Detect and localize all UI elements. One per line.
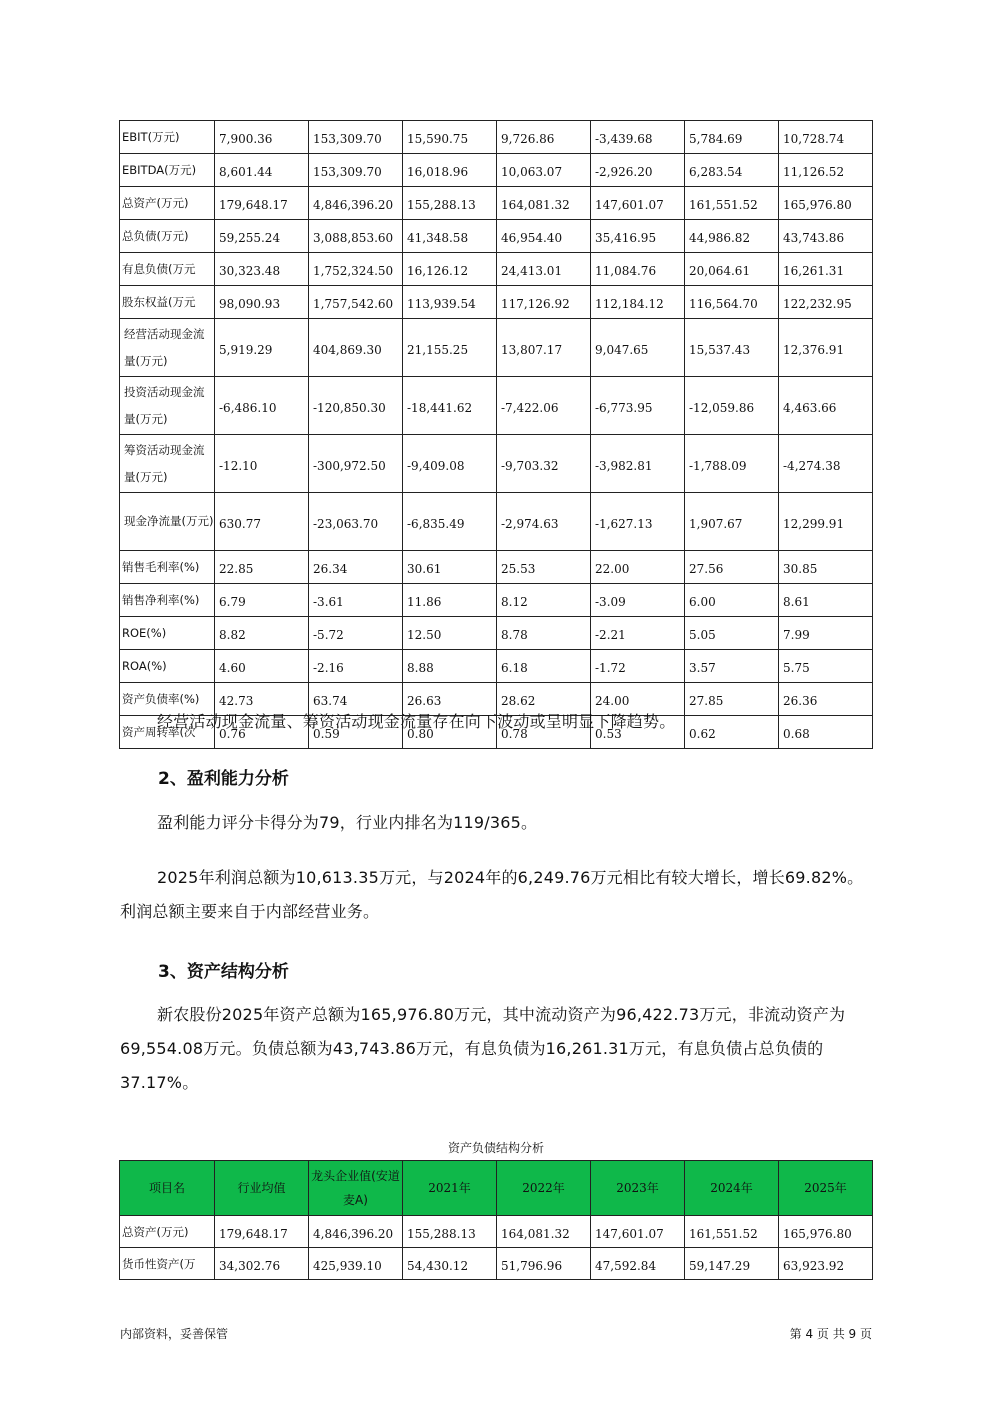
table-cell: 13,807.17 [497,319,591,377]
asset-paragraph [120,998,880,1100]
table-cell: 113,939.54 [403,286,497,319]
column-header: 2024年 [685,1161,779,1216]
table-cell: 7.99 [779,617,873,650]
table-cell: 26.36 [779,683,873,716]
table-cell: 122,232.95 [779,286,873,319]
table-cell: 47,592.84 [591,1248,685,1280]
table-cell: -3.61 [309,584,403,617]
row-label: EBIT(万元) [120,121,215,154]
row-label: 经营活动现金流量(万元) [120,319,215,377]
table-cell: -6,773.95 [591,377,685,435]
row-label: 总资产(万元) [120,1216,215,1248]
table-cell: 1,757,542.60 [309,286,403,319]
table-cell: -1,627.13 [591,493,685,551]
asset-line-2: 69,554.08万元。负债总额为43,743.86万元，有息负债为16,261.31万元，有息负债占总负债的 [120,1039,824,1058]
table-cell: 153,309.70 [309,154,403,187]
section-heading-profitability: 2、盈利能力分析 [158,769,289,789]
table-cell: 3,088,853.60 [309,220,403,253]
cashflow-note-text: 经营活动现金流量、筹资活动现金流量存在向下波动或呈明显下降趋势。 [157,712,676,731]
table-cell: 54,430.12 [403,1248,497,1280]
table-row [120,617,873,650]
table-cell: 116,564.70 [685,286,779,319]
table-row [120,584,873,617]
row-label: 销售毛利率(%) [120,551,215,584]
profit-score-text: 盈利能力评分卡得分为79，行业内排名为119/365。 [157,813,538,832]
table-cell: 42.73 [215,683,309,716]
table-cell: -12,059.86 [685,377,779,435]
table-cell: 6.79 [215,584,309,617]
table-cell: 20,064.61 [685,253,779,286]
table-cell: 4,846,396.20 [309,1216,403,1248]
table-cell: 63.74 [309,683,403,716]
table-cell: 22.85 [215,551,309,584]
table-cell: 43,743.86 [779,220,873,253]
table-cell: 9,726.86 [497,121,591,154]
table-cell: 11,084.76 [591,253,685,286]
table-row [120,121,873,154]
row-label: 资产负债率(%) [120,683,215,716]
footer-confidential: 内部资料，妥善保管 [120,1327,229,1341]
table-cell: 41,348.58 [403,220,497,253]
table-row [120,493,873,551]
table-cell: -6,835.49 [403,493,497,551]
table-cell: -9,703.32 [497,435,591,493]
table-row [120,435,873,493]
table-cell: 179,648.17 [215,1216,309,1248]
column-header: 行业均值 [215,1161,309,1216]
table-cell: -4,274.38 [779,435,873,493]
row-label: 总资产(万元) [120,187,215,220]
table-cell: 26.63 [403,683,497,716]
row-label: ROE(%) [120,617,215,650]
table-row [120,551,873,584]
table-cell: -9,409.08 [403,435,497,493]
table-cell: -1,788.09 [685,435,779,493]
table-cell: -2,926.20 [591,154,685,187]
table-cell: 112,184.12 [591,286,685,319]
table-cell: -12.10 [215,435,309,493]
table-row [120,377,873,435]
table-cell: 8.82 [215,617,309,650]
table-cell: 8.12 [497,584,591,617]
table-cell: 404,869.30 [309,319,403,377]
asset-structure-table [119,1160,873,1280]
table-cell: 0.68 [779,716,873,749]
row-label: 现金净流量(万元) [120,493,215,551]
table-cell: 16,018.96 [403,154,497,187]
table-cell: 16,261.31 [779,253,873,286]
profit-line-1: 2025年利润总额为10,613.35万元，与2024年的6,249.76万元相比有较大增长，增长69.82%。 [157,868,864,887]
table-cell: 5.75 [779,650,873,683]
table-cell: 0.78 [497,716,591,749]
table-cell: 5,919.29 [215,319,309,377]
table-cell: 0.76 [215,716,309,749]
row-label: 股东权益(万元 [120,286,215,319]
table-cell: -2.16 [309,650,403,683]
table-cell: 10,063.07 [497,154,591,187]
table-row [120,154,873,187]
table-cell: 98,090.93 [215,286,309,319]
financial-indicators-table [119,120,873,749]
table-cell: 8.78 [497,617,591,650]
table-cell: 10,728.74 [779,121,873,154]
table-cell: 30,323.48 [215,253,309,286]
table-cell: -7,422.06 [497,377,591,435]
row-label: 资产周转率(次 [120,716,215,749]
column-header: 2022年 [497,1161,591,1216]
table-cell: 6.18 [497,650,591,683]
footer-page-number: 第 4 页 共 9 页 [789,1327,872,1341]
table-cell: 0.62 [685,716,779,749]
column-header: 2021年 [403,1161,497,1216]
table-cell: 5.05 [685,617,779,650]
table-cell: 6,283.54 [685,154,779,187]
table-cell: -300,972.50 [309,435,403,493]
table-cell: 8.61 [779,584,873,617]
table-cell: 0.53 [591,716,685,749]
table-cell: 4,463.66 [779,377,873,435]
table-cell: 15,537.43 [685,319,779,377]
asset-line-3: 37.17%。 [120,1073,199,1092]
row-label: 货币性资产(万 [120,1248,215,1280]
section-heading-asset-structure: 3、资产结构分析 [158,962,289,982]
table-cell: -120,850.30 [309,377,403,435]
table-cell: 59,147.29 [685,1248,779,1280]
table-cell: 147,601.07 [591,1216,685,1248]
table-cell: 12,299.91 [779,493,873,551]
table-cell: 153,309.70 [309,121,403,154]
table-cell: -6,486.10 [215,377,309,435]
table-cell: 15,590.75 [403,121,497,154]
table-cell: 117,126.92 [497,286,591,319]
row-label: EBITDA(万元) [120,154,215,187]
table-cell: 179,648.17 [215,187,309,220]
column-header: 项目名 [120,1161,215,1216]
profit-paragraph [120,861,880,929]
table-cell: 28.62 [497,683,591,716]
table-row [120,650,873,683]
table-cell: 12.50 [403,617,497,650]
table-cell: 4,846,396.20 [309,187,403,220]
table-cell: 1,907.67 [685,493,779,551]
table-cell: 4.60 [215,650,309,683]
table-cell: 46,954.40 [497,220,591,253]
table-cell: -3,439.68 [591,121,685,154]
table-cell: 165,976.80 [779,187,873,220]
profit-line-2: 利润总额主要来自于内部经营业务。 [120,902,380,921]
table-cell: 425,939.10 [309,1248,403,1280]
row-label: 有息负债(万元 [120,253,215,286]
table-cell: 30.61 [403,551,497,584]
table-cell: 3.57 [685,650,779,683]
table-cell: 630.77 [215,493,309,551]
row-label: 投资活动现金流量(万元) [120,377,215,435]
row-label: 筹资活动现金流量(万元) [120,435,215,493]
cashflow-note [120,705,880,739]
row-label: 销售净利率(%) [120,584,215,617]
table-cell: 164,081.32 [497,187,591,220]
table-cell: 7,900.36 [215,121,309,154]
table-cell: 51,796.96 [497,1248,591,1280]
row-label: ROA(%) [120,650,215,683]
table-cell: -18,441.62 [403,377,497,435]
table-cell: 11.86 [403,584,497,617]
table-cell: 155,288.13 [403,1216,497,1248]
table-cell: 24,413.01 [497,253,591,286]
table-cell: 6.00 [685,584,779,617]
table-row [120,253,873,286]
table-row [120,1216,873,1248]
table-cell: -2,974.63 [497,493,591,551]
table-cell: 161,551.52 [685,187,779,220]
table-cell: 21,155.25 [403,319,497,377]
table-cell: -3.09 [591,584,685,617]
table-cell: -5.72 [309,617,403,650]
table-cell: 26.34 [309,551,403,584]
structure-table-caption: 资产负债结构分析 [447,1141,544,1155]
column-header: 2023年 [591,1161,685,1216]
table-cell: -1.72 [591,650,685,683]
table-cell: 63,923.92 [779,1248,873,1280]
table-cell: 155,288.13 [403,187,497,220]
table-cell: 0.80 [403,716,497,749]
table-cell: 9,047.65 [591,319,685,377]
table-cell: 165,976.80 [779,1216,873,1248]
table-row [120,1248,873,1280]
table-cell: 30.85 [779,551,873,584]
table-cell: 11,126.52 [779,154,873,187]
table-cell: 35,416.95 [591,220,685,253]
table-cell: 16,126.12 [403,253,497,286]
table-cell: 59,255.24 [215,220,309,253]
table-cell: 161,551.52 [685,1216,779,1248]
table-cell: 24.00 [591,683,685,716]
table-cell: 44,986.82 [685,220,779,253]
row-label: 总负债(万元) [120,220,215,253]
table-row [120,286,873,319]
table-cell: 8,601.44 [215,154,309,187]
profit-score-paragraph [120,806,880,840]
table-cell: 25.53 [497,551,591,584]
table-cell: 8.88 [403,650,497,683]
table-cell: 34,302.76 [215,1248,309,1280]
table-cell: 27.85 [685,683,779,716]
table-cell: 147,601.07 [591,187,685,220]
column-header: 龙头企业值(安道麦A) [309,1161,403,1216]
table-cell: -2.21 [591,617,685,650]
column-header: 2025年 [779,1161,873,1216]
table-cell: 22.00 [591,551,685,584]
table-row [120,220,873,253]
table-row [120,187,873,220]
table-cell: 1,752,324.50 [309,253,403,286]
table-cell: -3,982.81 [591,435,685,493]
table-header-row [120,1161,873,1216]
asset-line-1: 新农股份2025年资产总额为165,976.80万元，其中流动资产为96,422.73万元，非流动资产为 [157,1005,846,1024]
table-cell: 12,376.91 [779,319,873,377]
table-cell: 0.59 [309,716,403,749]
table-cell: 164,081.32 [497,1216,591,1248]
table-row [120,319,873,377]
table-cell: -23,063.70 [309,493,403,551]
table-cell: 27.56 [685,551,779,584]
table-cell: 5,784.69 [685,121,779,154]
